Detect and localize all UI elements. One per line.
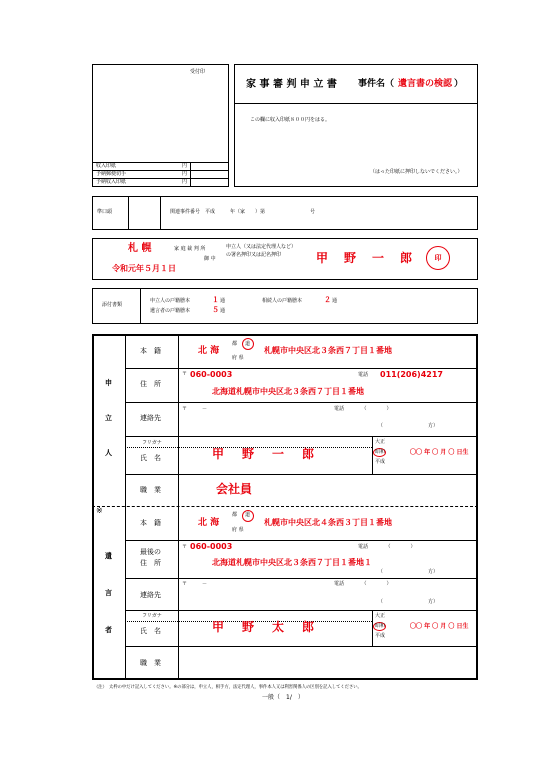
applicant-section-char: 申 xyxy=(105,379,112,387)
applicant-contact-kata: （ 方） xyxy=(378,423,439,429)
form-title: 家 事 審 判 申 立 書 xyxy=(246,79,337,90)
applicant-honseki: 札幌市中央区北３条西７丁目１番地 xyxy=(264,346,392,355)
related-divider xyxy=(128,196,129,230)
case-name-label: 事件名（ xyxy=(358,79,395,89)
main-col-line xyxy=(178,334,179,680)
testator-era: 大正 xyxy=(375,613,386,619)
testator-honseki-label: 本 籍 xyxy=(140,519,161,527)
court-label: 家 庭 裁 判 所 xyxy=(174,246,206,252)
stamp-row-revenue: 収入印紙 xyxy=(96,163,117,169)
testator-section-char: 者 xyxy=(105,626,112,634)
applicant-pref: 北 海 xyxy=(198,346,220,356)
precheck-label: 準口頭 xyxy=(97,209,113,215)
applicant-contact-label: 連絡先 xyxy=(140,414,161,422)
attachments-row xyxy=(92,288,478,324)
testator-section-char: 遺 xyxy=(105,552,112,560)
testator-address-label-1: 最後の xyxy=(140,548,161,556)
stamp-row-postage: 予納郵便切手 xyxy=(96,171,127,177)
testator-tel: 電話 （ ） xyxy=(358,544,416,550)
testator-address-label-2: 住 所 xyxy=(140,559,161,567)
applicant-era: 平成 xyxy=(375,459,386,465)
row-line xyxy=(125,402,478,403)
attach-testator-num: ５ xyxy=(212,306,219,314)
testator-address: 北海道札幌市中央区北３条西７丁目１番地１ xyxy=(212,558,372,567)
case-name: 遺言書の検認 xyxy=(398,79,453,89)
stamp-row-prepaid: 予納収入印紙 xyxy=(96,179,127,185)
testator-contact-postal: 〒 － xyxy=(182,581,208,587)
attach-unit: 通 xyxy=(220,298,226,304)
applicant-era: 大正 xyxy=(375,439,386,445)
row-line xyxy=(125,436,478,437)
applicant-section-char: 立 xyxy=(105,414,112,422)
yen-label: 円 xyxy=(182,171,188,177)
testator-era: 昭和 xyxy=(375,623,386,629)
applicant-section-char: 人 xyxy=(105,449,112,457)
applicant-address-label: 住 所 xyxy=(140,380,161,388)
testator-kata: （ 方） xyxy=(378,569,439,575)
revenue-stamp-note: この欄に収入印紙８００円をはる。 xyxy=(250,117,331,123)
receipt-mark-label: 受付印 xyxy=(190,69,206,75)
testator-name: 甲 野 太 郎 xyxy=(212,620,318,634)
court-suffix: 御 中 xyxy=(204,256,216,262)
attach-unit: 通 xyxy=(332,298,338,304)
testator-to: 都 xyxy=(232,512,238,518)
applicant-name: 甲 野 一 郎 xyxy=(212,447,318,461)
row-line xyxy=(125,646,478,647)
applicant-postal: 060-0003 xyxy=(190,370,233,379)
attach-applicant-num: １ xyxy=(212,296,219,304)
row-line xyxy=(125,578,478,579)
postal-mark: 〒 xyxy=(182,544,188,550)
attach-heir-label: 相続人の戸籍謄本 xyxy=(262,298,303,304)
applicant-contact-postal: 〒 － xyxy=(182,406,208,412)
postal-mark: 〒 xyxy=(182,371,188,377)
applicant-seal: 印 xyxy=(426,246,450,270)
row-line xyxy=(125,474,478,475)
yen-label: 円 xyxy=(182,163,188,169)
testator-furigana-label: フリガナ xyxy=(142,613,162,619)
section-divider xyxy=(92,506,478,507)
applicant-occupation-label: 職 業 xyxy=(140,486,161,494)
stamp-col-line xyxy=(190,162,191,187)
testator-occupation-label: 職 業 xyxy=(140,659,161,667)
seal-note: （はった印紙に押印しないでください。） xyxy=(370,169,463,175)
main-col-line xyxy=(125,334,126,680)
row-line xyxy=(125,368,478,369)
attachments-label: 添付書類 xyxy=(102,302,123,308)
testator-section-char: 言 xyxy=(105,589,112,597)
testator-fu-ken: 府 県 xyxy=(232,527,244,533)
case-name-close: ） xyxy=(454,79,464,89)
related-divider xyxy=(160,196,161,230)
testator-postal: 060-0003 xyxy=(190,542,233,551)
yen-label: 円 xyxy=(182,179,188,185)
applicant-dob: 〇〇 年 〇 月 〇 日生 xyxy=(410,449,469,456)
applicant-tel-label: 電話 xyxy=(358,372,369,378)
applicant-do: 道 xyxy=(245,341,251,347)
testator-mark: ※ xyxy=(96,506,103,515)
applicant-sign-label: 申立人（又は法定代理人など）の署名押印又は記名押印 xyxy=(226,244,297,258)
attach-testator-label: 遺言者の戸籍謄本 xyxy=(150,308,191,314)
testator-name-label: 氏 名 xyxy=(140,627,161,635)
applicant-honseki-label: 本 籍 xyxy=(140,347,161,355)
row-line xyxy=(125,540,478,541)
attachments-divider xyxy=(140,288,141,324)
applicant-address: 北海道札幌市中央区北３条西７丁目１番地 xyxy=(212,387,364,396)
applicant-contact-tel: 電話 （ ） xyxy=(334,406,392,412)
testator-contact-kata: （ 方） xyxy=(378,599,439,605)
row-line xyxy=(125,610,478,611)
testator-pref: 北 海 xyxy=(198,518,220,528)
attach-applicant-label: 申立人の戸籍謄本 xyxy=(150,298,191,304)
applicant-occupation: 会社員 xyxy=(216,482,253,496)
applicant-fu-ken: 府 県 xyxy=(232,355,244,361)
applicant-signature: 甲 野 一 郎 xyxy=(316,251,415,265)
testator-honseki: 札幌市中央区北４条西３丁目１番地 xyxy=(264,518,392,527)
court-city: 札 幌 xyxy=(128,243,152,254)
testator-era: 平成 xyxy=(375,633,386,639)
testator-do: 道 xyxy=(245,512,251,518)
page-number: 一般（ 1/ ） xyxy=(262,694,304,701)
applicant-tel: 011(206)4217 xyxy=(380,370,443,379)
applicant-name-label: 氏 名 xyxy=(140,454,161,462)
applicant-era: 昭和 xyxy=(375,449,386,455)
applicant-furigana-label: フリガナ xyxy=(142,440,162,446)
footer-note: （注） 太枠の中だけ記入してください。※の部分は，申立人，相手方，法定代理人，事件本人又は利害関係人の区別を記入してください。 xyxy=(94,685,362,690)
testator-contact-tel: 電話 （ ） xyxy=(334,581,392,587)
era-divider xyxy=(372,436,373,474)
filing-date: 令和元年５月１日 xyxy=(112,264,176,273)
testator-dob: 〇〇 年 〇 月 〇 日生 xyxy=(410,623,469,630)
applicant-to: 都 xyxy=(232,341,238,347)
testator-contact-label: 連絡先 xyxy=(140,591,161,599)
related-case-label: 関連事件番号 平成 年（家 ）第 号 xyxy=(170,209,316,215)
attach-heir-num: ２ xyxy=(324,296,331,304)
attach-unit: 通 xyxy=(220,308,226,314)
